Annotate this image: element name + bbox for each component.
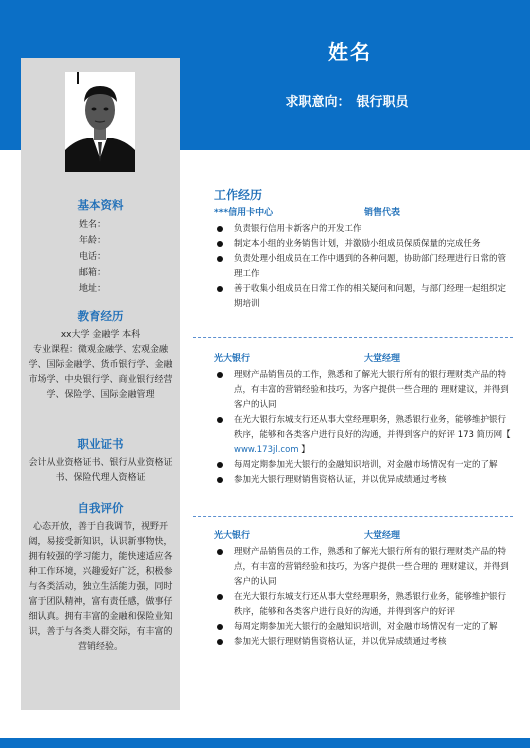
field-phone — [21, 249, 180, 265]
job-position: 大堂经理 — [364, 531, 401, 541]
section-divider — [193, 516, 513, 517]
footer-band — [0, 738, 530, 748]
job-company: ***信用卡中心 — [214, 208, 274, 218]
job-company: 光大银行 — [214, 354, 251, 364]
field-name — [21, 217, 180, 233]
job-entry — [214, 349, 514, 488]
profile-photo — [65, 72, 135, 172]
field-label: 年龄： — [78, 236, 106, 246]
work-experience-section — [214, 186, 514, 312]
job-position: 大堂经理 — [364, 354, 401, 364]
work-experience-title: 工作经历 — [214, 188, 263, 202]
self-eval-section — [21, 500, 180, 655]
certificates-text: 会计从业资格证书、银行从业资格证书、保险代理人资格证 — [28, 458, 173, 483]
job-bullets — [214, 368, 514, 488]
job-bullet-suffix: 】 — [301, 445, 310, 455]
job-bullet: 参加光大银行理财销售资格认证，并以优异成绩通过考核 — [214, 635, 514, 650]
field-label: 地址： — [78, 284, 106, 294]
job-bullet: 制定本小组的业务销售计划，并激励小组成员保质保量的完成任务 — [214, 237, 514, 252]
certificates-section — [21, 436, 180, 486]
job-header — [214, 351, 514, 364]
job-bullets — [214, 222, 514, 312]
education-title: 教育经历 — [77, 309, 124, 323]
job-entry — [214, 526, 514, 650]
job-bullet: 负责处理小组成员在工作中遇到的各种问题，协助部门经理进行日常的管理工作 — [214, 252, 514, 282]
job-bullet: 负责银行信用卡新客户的开发工作 — [214, 222, 514, 237]
job-bullet: 善于收集小组成员在日常工作的相关疑问和问题，与部门经理一起组织定期培训 — [214, 282, 514, 312]
field-label: 姓名： — [78, 220, 106, 230]
education-section — [21, 308, 180, 403]
objective-label: 求职意向： — [285, 95, 351, 110]
self-eval-text: 心态开放，善于自我调节，视野开阔，易接受新知识，认识新事物快，拥有较强的学习能力，能快速适应各种工作环境，兴趣爱好广泛，积极参与各类活动，独立生活能力强，同时富于团队精神，富有责任感，做事仔细认真。拥有丰富的金融和保险业知识，善于与各类人群交际，有丰富的营销经验。 — [28, 522, 173, 652]
job-bullet: 理财产品销售员的工作，熟悉和了解光大银行所有的银行理财类产品的特点，有丰富的营销经验和技巧，为客户提供一些合理的 理财建议，并得到客户的认同 — [214, 368, 514, 413]
education-courses: 专业课程：微观金融学、宏观金融学、国际金融学、货币银行学、金融市场学、中央银行学、商业银行经营学、保险学、国际金融管理 — [28, 345, 173, 400]
job-bullet: 在光大银行东城支行还从事大堂经理职务，熟悉银行业务，能够维护银行秩序，能够和各类客户进行良好的沟通，并得到客户的好评 — [214, 590, 514, 620]
job-company: 光大银行 — [214, 531, 251, 541]
website-link[interactable]: www.173jl.com — [234, 445, 299, 455]
field-value — [106, 281, 180, 297]
job-header — [214, 205, 514, 218]
education-school: xx大学 金融学 本科 — [60, 330, 141, 340]
field-email — [21, 265, 180, 281]
certificates-title: 职业证书 — [77, 437, 124, 451]
resume-name: 姓名 — [328, 40, 372, 64]
sidebar — [21, 58, 180, 710]
basic-info-section — [21, 197, 180, 297]
job-bullets — [214, 545, 514, 650]
basic-info-title: 基本资料 — [77, 198, 124, 212]
job-bullet: 理财产品销售员的工作，熟悉和了解光大银行所有的银行理财类产品的特点，有丰富的营销经验和技巧，为客户提供一些合理的 理财建议，并得到客户的认同 — [214, 545, 514, 590]
job-bullet: 每周定期参加光大银行的金融知识培训，对金融市场情况有一定的了解 — [214, 620, 514, 635]
field-label: 邮箱： — [78, 268, 106, 278]
field-value — [106, 217, 180, 233]
field-address — [21, 281, 180, 297]
field-age — [21, 233, 180, 249]
job-bullet: 参加光大银行理财销售资格认证，并以优异成绩通过考核 — [214, 473, 514, 488]
field-value — [106, 249, 180, 265]
self-eval-title: 自我评价 — [77, 501, 124, 515]
job-header — [214, 528, 514, 541]
job-bullet: 每周定期参加光大银行的金融知识培训，对金融市场情况有一定的了解 — [214, 458, 514, 473]
job-bullet-text: 在光大银行东城支行还从事大堂经理职务，熟悉银行业务，能够维护银行秩序，能够和各类客户进行良好的沟通，并得到客户的好评 173 简历网【 — [234, 415, 511, 440]
field-label: 电话： — [78, 252, 106, 262]
section-divider — [193, 337, 513, 338]
field-value — [106, 265, 180, 281]
job-bullet — [214, 413, 514, 458]
field-value — [106, 233, 180, 249]
objective-value: 银行职员 — [356, 95, 409, 110]
job-objective — [200, 91, 500, 110]
job-position: 销售代表 — [364, 208, 401, 218]
